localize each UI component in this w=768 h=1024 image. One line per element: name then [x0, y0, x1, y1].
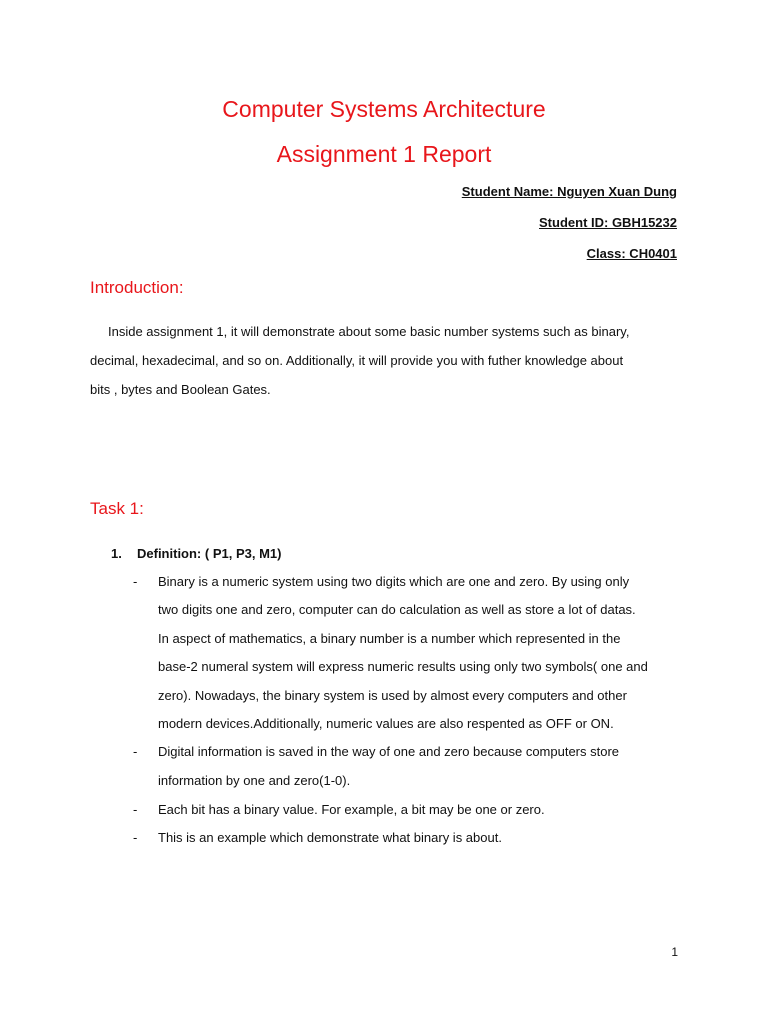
intro-paragraph-line: Inside assignment 1, it will demonstrate about some basic number systems such as binary, [108, 324, 630, 339]
student-name: Student Name: Nguyen Xuan Dung [461, 184, 677, 199]
intro-paragraph-line: decimal, hexadecimal, and so on. Additionally, it will provide you with futher knowledge about [90, 353, 624, 368]
task-heading: Task 1: [90, 499, 144, 518]
bullet-marker: - [133, 574, 138, 589]
definition-title: Definition: ( P1, P3, M1) [137, 546, 282, 561]
bullet-text-line: Each bit has a binary value. For example, a bit may be one or zero. [158, 802, 545, 817]
bullet-text-line: modern devices.Additionally, numeric values are also respented as OFF or ON. [158, 716, 614, 731]
intro-paragraph-line: bits , bytes and Boolean Gates. [90, 382, 271, 397]
bullet-marker: - [133, 744, 138, 759]
bullet-text-line: In aspect of mathematics, a binary number is a number which represented in the [158, 631, 621, 646]
bullet-text-line: Digital information is saved in the way of one and zero because computers store [158, 744, 620, 759]
document-subtitle: Assignment 1 Report [276, 141, 492, 167]
bullet-text-line: information by one and zero(1-0). [158, 773, 351, 788]
bullet-marker: - [133, 802, 138, 817]
bullet-marker: - [133, 830, 138, 845]
bullet-text-line: zero). Nowadays, the binary system is used by almost every computers and other [158, 688, 627, 703]
definition-number: 1. [111, 546, 122, 561]
bullet-text-line: Binary is a numeric system using two digits which are one and zero. By using only [158, 574, 630, 589]
page-number: 1 [671, 945, 678, 959]
bullet-text-line: two digits one and zero, computer can do calculation as well as store a lot of datas. [158, 602, 636, 617]
bullet-text-line: base-2 numeral system will express numeric results using only two symbols( one and [158, 659, 648, 674]
document-title: Computer Systems Architecture [222, 96, 546, 122]
bullet-text-line: This is an example which demonstrate what binary is about. [158, 830, 502, 845]
student-id: Student ID: GBH15232 [539, 215, 677, 230]
student-class: Class: CH0401 [586, 246, 677, 261]
introduction-heading: Introduction: [90, 278, 184, 297]
definition-heading [111, 545, 281, 563]
